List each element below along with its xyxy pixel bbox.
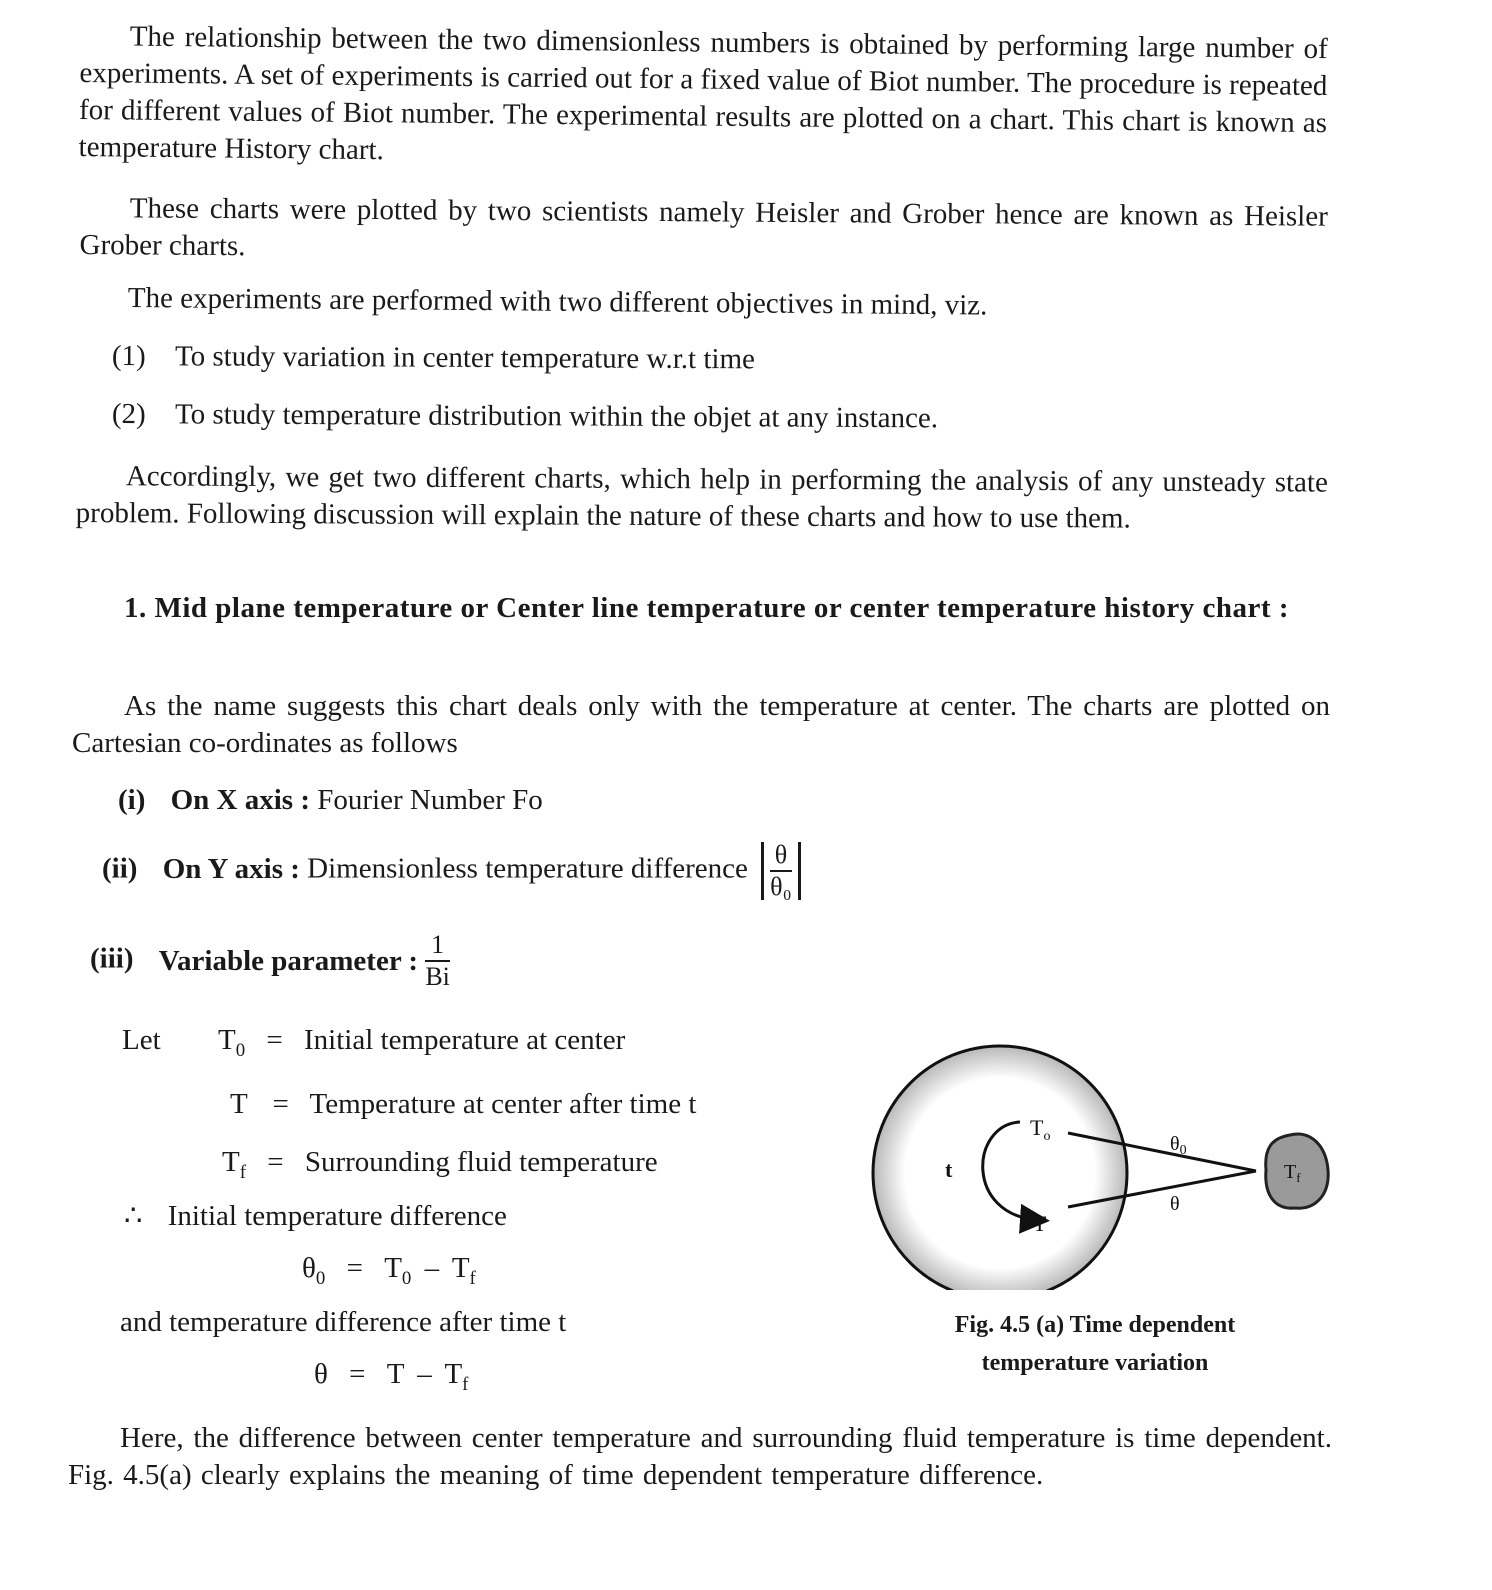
equals-sign: = <box>267 1146 284 1178</box>
objective-number: (2) <box>111 398 146 431</box>
figure-time-dependent-temperature <box>870 1010 1330 1290</box>
definition-T0 <box>218 1024 625 1062</box>
paragraph-intro: The relationship between the two dimensionless numbers is obtained by performing large number of experiments. A set of experiments is carried out for a fixed value of Biot number. The procedure is repeated for different values of Biot number. The experimental results are plotted on a chart. This chart is known as temperature History chart. <box>78 20 1328 167</box>
fraction-numerator: 1 <box>425 932 450 962</box>
eq-term-b: T <box>444 1358 463 1390</box>
axis-label: Variable parameter : <box>158 944 419 977</box>
paragraph-conclusion: Here, the difference between center temperature and surrounding fluid temperature is time dependent. Fig. 4.5(a) clearly explains the meaning of time dependent temperature difference. <box>68 1422 1332 1491</box>
section-title: Mid plane temperature or Center line temperature or center temperature history chart : <box>154 592 1289 624</box>
eq-term-b: T <box>451 1252 470 1284</box>
fraction-denominator: θ₀ <box>770 872 792 901</box>
axis-text: Fourier Number Fo <box>317 784 543 816</box>
definition-text: Initial temperature at center <box>304 1024 626 1056</box>
label-T0: T <box>1030 1115 1044 1140</box>
parameter-fraction <box>425 932 450 990</box>
definition-Tf <box>222 1146 658 1184</box>
minus-sign: – <box>424 1252 440 1284</box>
equals-sign: = <box>272 1088 289 1120</box>
definition-symbol: T <box>218 1024 236 1056</box>
definition-symbol: T <box>222 1146 240 1178</box>
axis-number: (i) <box>118 784 146 816</box>
axis-item-x <box>118 784 543 817</box>
solid-body-circle <box>873 1046 1127 1290</box>
label-t: t <box>945 1157 953 1182</box>
eq-term-a: T <box>384 1252 402 1284</box>
label-theta0: θ <box>1170 1133 1180 1155</box>
axis-item-y <box>102 842 801 900</box>
eq-term-b-sub: f <box>462 1373 469 1395</box>
paragraph-chart-description: As the name suggests this chart deals only with the temperature at center. The charts are plotted on Cartesian co-ordinates as follows <box>72 690 1330 759</box>
label-T0-sub: o <box>1043 1129 1051 1144</box>
definition-text: Temperature at center after time t <box>309 1088 697 1120</box>
paragraph-accordingly: Accordingly, we get two different charts, which help in performing the analysis of any unsteady state problem. Following discussion will explain the nature of these charts and how to use them. <box>75 460 1328 535</box>
initial-difference-text: Initial temperature difference <box>167 1200 507 1232</box>
label-theta: θ <box>1170 1193 1180 1215</box>
eq-lhs: θ <box>314 1358 328 1390</box>
axis-number: (iii) <box>90 942 134 975</box>
definition-subscript: f <box>239 1161 246 1183</box>
axis-label: On X axis : <box>170 784 311 816</box>
axis-label: On Y axis : <box>162 852 300 885</box>
eq-term-a: T <box>386 1358 404 1390</box>
objective-text: To study temperature distribution within the objet at any instance. <box>174 398 939 435</box>
definition-T <box>230 1088 696 1121</box>
axis-text: Dimensionless temperature difference <box>307 852 748 885</box>
caption-line-1: Fig. 4.5 (a) Time dependent <box>954 1312 1236 1338</box>
therefore-symbol: ∴ <box>124 1200 143 1232</box>
equals-sign: = <box>349 1358 366 1390</box>
objective-item-1 <box>112 340 755 376</box>
y-axis-fraction <box>770 842 792 900</box>
definition-text: Surrounding fluid temperature <box>304 1146 658 1178</box>
y-axis-fraction-bracket <box>761 842 801 900</box>
caption-line-2: temperature variation <box>981 1350 1209 1376</box>
section-heading <box>74 590 1330 627</box>
label-Tf-sub: f <box>1296 1170 1301 1185</box>
equals-sign: = <box>346 1252 363 1284</box>
paragraph-heisler-grober: These charts were plotted by two scientists namely Heisler and Grober hence are known as Heisler Grober charts. <box>79 192 1328 263</box>
equation-theta <box>314 1358 468 1396</box>
after-time-line: and temperature difference after time t <box>120 1306 567 1338</box>
definition-symbol: T <box>230 1088 248 1120</box>
objective-text: To study variation in center temperature w.r.t time <box>174 340 756 376</box>
label-Tf: T <box>1284 1161 1297 1183</box>
eq-lhs-sub: 0 <box>315 1267 326 1289</box>
let-label: Let <box>122 1024 161 1056</box>
label-theta0-sub: 0 <box>1179 1143 1187 1158</box>
fraction-denominator: Bi <box>425 962 450 991</box>
objective-item-2 <box>112 398 938 435</box>
minus-sign: – <box>417 1358 432 1390</box>
fraction-numerator: θ <box>770 842 792 872</box>
axis-item-parameter <box>90 932 450 990</box>
equals-sign: = <box>266 1024 283 1056</box>
label-T: T <box>1033 1211 1047 1236</box>
eq-term-b-sub: f <box>469 1267 476 1289</box>
eq-lhs: θ <box>302 1252 316 1284</box>
definition-subscript: 0 <box>235 1039 246 1061</box>
equation-theta0 <box>302 1252 476 1290</box>
axis-number: (ii) <box>102 852 138 885</box>
paragraph-objectives-intro: The experiments are performed with two different objectives in mind, viz. <box>127 282 988 322</box>
eq-term-a-sub: 0 <box>401 1267 412 1289</box>
objective-number: (1) <box>111 340 146 373</box>
initial-difference-line <box>124 1198 507 1233</box>
section-number: 1. <box>124 592 147 624</box>
svg-text:θ0 <box>1170 1133 1187 1158</box>
figure-caption <box>900 1306 1290 1382</box>
